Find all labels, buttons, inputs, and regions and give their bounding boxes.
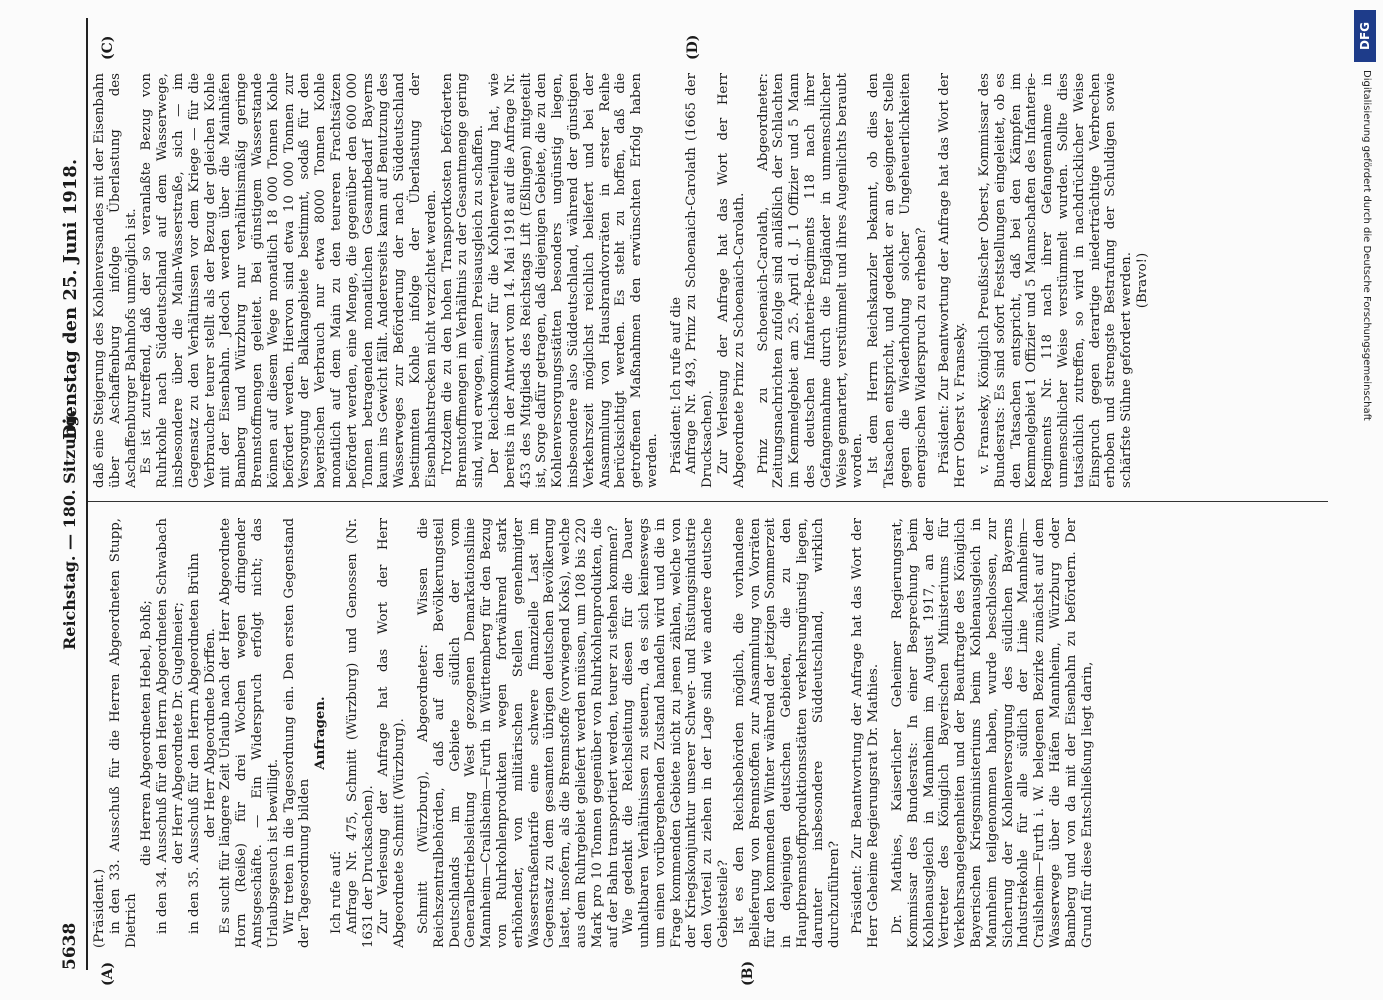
paragraph: Wir treten in die Tagesordnung ein. Den ersten Gegenstand der Tagesordnung bilden — [281, 518, 313, 948]
paragraph: Präsident: Ich rufe auf die — [668, 296, 684, 474]
digitization-note: Digitalisierung gefördert durch die Deutsche Forschungsgemeinschaft — [1361, 70, 1372, 421]
paragraph: in den 34. Ausschuß für den Herrn Abgeordneten Schwabach — [155, 518, 171, 934]
paragraph: Präsident: Zur Beantwortung der Anfrage hat das Wort der Herr Oberst v. Franseky. — [937, 73, 969, 488]
paragraph: Ist dem Herrn Reichskanzler bekannt, ob dies den Tatsachen entspricht, und gedenkt er an geeigneter Stelle gegen die Wiederholung solcher Ungeheuerlichkeiten energischen Widerspruch zu erheben? — [866, 73, 929, 488]
paragraph: der Herr Abgeordnete Dr. Gugelmeier; — [170, 602, 186, 864]
dfg-logo — [1354, 10, 1376, 62]
paragraph: in den 33. Ausschuß für die Herren Abgeordneten Stupp, Dietrich — [107, 518, 139, 948]
paragraph: v. Franseky, Königlich Preußischer Oberst, Kommissar des Bundesrats: Es sind sofort Feststellungen eingeleitet, ob es den Tatsachen entspricht, daß bei den Kämpfen im Kemmelgebiet 1 Offizier und 5 Mannschaften des Infanterie-Regiments Nr. 118 nach ihrer Gefangennahme in unmenschlicher Weise verstümmelt wurden. Sollte dies tatsächlich zutreffen, so wird in nachdrücklicher Weise Einspruch gegen derartige niederträchtige Verbrechen erhoben und strengste Bestrafung der Schuldigen sowie schärfste Sühne gefordert werden. — [977, 73, 1135, 488]
paragraph: Zur Verlesung der Anfrage hat das Wort der Herr Abgeordnete Schmitt (Würzburg). — [376, 518, 408, 948]
rotated-newspaper-page — [40, 0, 1340, 1000]
paragraph: Schmitt (Würzburg), Abgeordneter: Wissen die Reichszentralbehörden, daß auf den Bevölkerungsteil Deutschlands im Gebiete südlich der vom Generalbetriebsleitung West gezogenen Demarkationslinie Mannheim—Crailsheim—Furth in Württemberg für den Bezug von Ruhrkohlenprodukten wegen fortwährend stark erhöhender, von militärischen Stellen genehmigter Wasserstraßentarife eine schwere finanzielle Last im Gegensatz zu dem gesamten übrigen deutschen Bevölkerung lastet, insofern, als die Brennstoffe (vorwiegend Koks), welche aus dem Ruhrgebiet geliefert werden müssen, um 108 bis 220 Mark pro 10 Tonnen gegenüber von Ruhrkohlenprodukten, die auf der Bahn transportiert werden, teurer zu stehen kommen? — [415, 518, 621, 948]
margin-marker-b: (B) — [740, 960, 756, 986]
dfg-logo-text: DFG — [1358, 22, 1372, 51]
paragraph: Ist es den Reichsbehörden möglich, die vorhandene Belieferung von Brennstoffen zur Ansammlung von Vorräten für den kommenden Winter während der jetzigen Sommerzeit in denjenigen deutschen Gebieten, die zu den Hauptbrennstoffproduktionsstätten verkehrsungünstig liegen, darunter insbesondere Süddeutschland, wirklich durchzuführen? — [731, 518, 842, 948]
paragraph: in den 35. Ausschuß für den Herrn Abgeordneten Brühn — [186, 553, 202, 934]
speaker-note: (Präsident.) — [92, 868, 107, 948]
paragraph: (Bravo!) — [1135, 252, 1150, 309]
section-heading: Anfragen. — [313, 696, 329, 770]
paragraph: der Herr Abgeordnete Dörffen. — [202, 628, 218, 838]
page-header-date: Dienstag den 25. Juni 1918. — [60, 158, 81, 440]
paragraph: daß eine Steigerung des Kohlenversandes mit der Eisenbahn über Aschaffenburg infolge Überlastung des Aschaffenburger Bahnhofs unmöglich ist. — [92, 73, 139, 488]
left-column — [92, 518, 1322, 948]
paragraph: Es sucht für längere Zeit Urlaub nach der Herr Abgeordnete Horn (Reiße) für drei Wochen wegen dringender Amtsgeschäfte. — Ein Widerspruch erfolgt nicht; das Urlaubsgesuch ist bewilligt. — [218, 518, 281, 948]
paragraph: Anfrage Nr. 493, Prinz zu Schoenaich-Carolath (1665 der Drucksachen). — [684, 73, 716, 488]
margin-marker-a: (A) — [100, 961, 116, 986]
paragraph: Wie gedenkt die Reichsleitung diesen für die Dauer unhaltbaren Verhältnissen zu steuern, da es sich keineswegs um einen vorübergehenden Zustand handeln wird und die in Frage kommenden Gebiete nicht zu jenen zählen, welche von der Kriegskonjunktur unserer Schwer- und Rüstungsindustrie den Vorteil zu ziehen in der Lage sind wie andere deutsche Gebietsteile? — [621, 518, 732, 948]
paragraph: Trotzdem die zu den hohen Transportkosten beförderten Brennstoffmengen im Verhältnis zu der Gesamtmenge gering sind, wird erwogen, einen Preisausgleich zu schaffen. — [439, 73, 487, 488]
paragraph: Es ist zutreffend, daß der so veranlaßte Bezug von Ruhrkohle nach Süddeutschland auf dem Wasserwege, insbesondere über die Main-Wasserstraße, sich — im Gegensatz zu den Verhältnissen vor dem Kriege — für die Verbraucher teurer stellt als der Bezug der gleichen Kohle mit der Eisenbahn. Jedoch werden über die Mainhäfen Bamberg und Würzburg nur verhältnismäßig geringe Brennstoffmengen geleitet. Bei günstigem Wasserstande können auf diesem Wege monatlich 18 000 Tonnen Kohle befördert werden. Hiervon sind etwa 10 000 Tonnen zur Versorgung der Balkangebiete bestimmt, sodaß für den bayerischen Verbrauch nur etwa 8000 Tonnen Kohle monatlich auf dem Main zu den teureren Frachtsätzen befördert werden, eine Menge, die gegenüber den 600 000 Tonnen betragenden monatlichen Gesamtbedarf Bayerns kaum ins Gewicht fällt. Andererseits kann auf Benutzung des Wasserweges zur Beförderung der nach Süddeutschland bestimmten Kohle infolge der Überlastung der Eisenbahnstrecken nicht verzichtet werden. — [139, 73, 439, 488]
column-divider — [88, 501, 1328, 502]
paragraph: Ich rufe auf: — [328, 850, 344, 934]
paragraph: Der Reichskommissar für die Kohlenverteilung hat, wie bereits in der Antwort vom 14. Mai 1918 auf die Anfrage Nr. 453 des Mitglieds des Reichstags Lift (Eßlingen) mitgeteilt ist, Sorge dafür getragen, daß diejenigen Gebiete, die zu den Kohlenversorgungsstätten besonders ungünstig liegen, insbesondere also Süddeutschland, während der günstigen Verkehrszeit möglichst reichlich beliefert und bei der Ansammlung von Hausbrandvorräten in erster Reihe berücksichtigt werden. Es steht zu hoffen, daß die getroffenen Maßnahmen den erwünschten Erfolg haben werden. — [486, 73, 660, 488]
page-number: 5638 — [60, 922, 80, 970]
margin-marker-d: (D) — [685, 34, 701, 60]
margin-marker-c: (C) — [100, 35, 116, 60]
header-rule — [86, 18, 88, 970]
paragraph: Zur Verlesung der Anfrage hat das Wort der Herr Abgeordnete Prinz zu Schoenaich-Carolath. — [716, 73, 747, 488]
paragraph: Anfrage Nr. 475, Schmitt (Würzburg) und Genossen (Nr. 1631 der Drucksachen). — [344, 518, 376, 948]
paragraph: Dr. Mathies, Kaiserlicher Geheimer Regierungsrat, Kommissar des Bundesrats: In einer Besprechung beim Kohlenausgleich in Mannheim im August 1917, an der Vertreter des Königlich Bayerischen Ministeriums für Verkehrsangelegenheiten und der Beauftragte des Königlich Bayerischen Kriegsministeriums beim Kohlenausgleich in Mannheim teilgenommen haben, wurde beschlossen, zur Sicherung der Kohlenversorgung des südlichen Bayerns Industriekohle für alle südlich der Linie Mannheim—Crailsheim—Furth i. W. belegenen Bezirke zunächst auf dem Wasserwege über die Häfen Mannheim, Würzburg oder Bamberg und von da mit der Eisenbahn zu befördern. Der Grund für diese Entschließung liegt darin, — [890, 518, 1095, 948]
paragraph: Prinz zu Schoenaich-Carolath, Abgeordneter: Zeitungsnachrichten zufolge sind anläßlich der Schlachten im Kemmelgebiet am 25. April d. J. 1 Offizier und 5 Mann des deutschen Infanterie-Regiments 118 nach ihrer Gefangennahme durch die Engländer in unmenschlicher Weise gemartert, verstümmelt und ihres Augenlichts beraubt worden. — [755, 73, 866, 488]
page-header-title: Reichstag. — 180. Sitzung. — [60, 409, 79, 650]
paragraph: die Herren Abgeordneten Hebel, Bohß; — [139, 600, 155, 866]
paragraph: Präsident: Zur Beantwortung der Anfrage hat das Wort der Herr Geheime Regierungsrat Dr. Mathies. — [850, 518, 882, 948]
right-column — [92, 73, 1322, 488]
